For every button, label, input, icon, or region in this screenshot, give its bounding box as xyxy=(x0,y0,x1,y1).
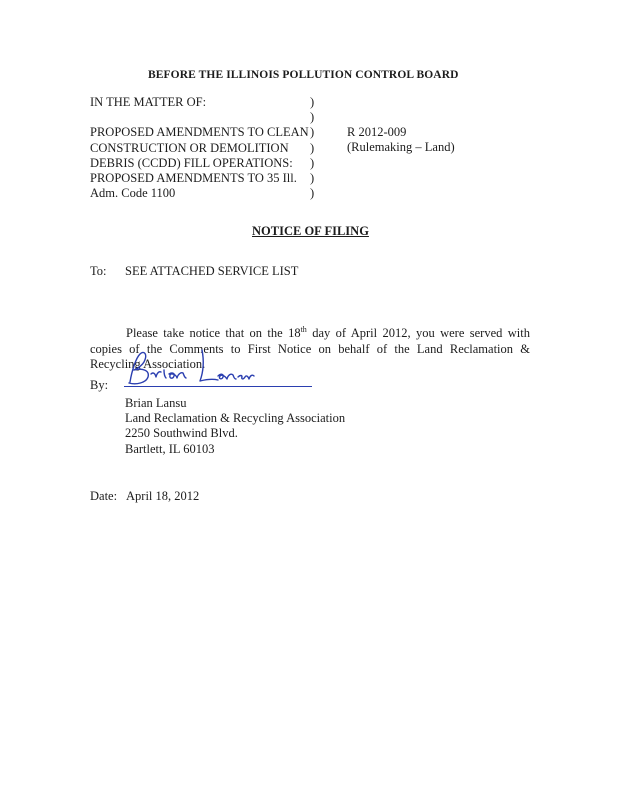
docket-number: R 2012-009 xyxy=(347,125,407,139)
caption-paren: ) xyxy=(310,171,315,186)
notice-title: NOTICE OF FILING xyxy=(252,224,369,238)
caption-paren: ) xyxy=(310,155,315,170)
date-label: Date: xyxy=(90,489,118,503)
board-heading: BEFORE THE ILLINOIS POLLUTION CONTROL BOARD xyxy=(148,69,459,81)
by-label: By: xyxy=(90,378,109,392)
caption-line: Adm. Code 1100 xyxy=(90,186,176,201)
signer-organization: Land Reclamation & Recycling Association xyxy=(125,411,346,426)
to-value: SEE ATTACHED SERVICE LIST xyxy=(125,264,299,278)
signer-name: Brian Lansu xyxy=(125,396,187,410)
caption-line: DEBRIS (CCDD) FILL OPERATIONS: xyxy=(90,155,293,170)
handwritten-signature xyxy=(120,346,270,390)
paragraph-text-start: Please take notice that on the 18 xyxy=(126,326,301,341)
caption-line: CONSTRUCTION OR DEMOLITION xyxy=(90,140,289,155)
docket-type: (Rulemaking – Land) xyxy=(347,140,455,155)
caption-line xyxy=(90,110,309,125)
case-caption xyxy=(90,95,309,201)
to-label: To: xyxy=(90,264,107,278)
caption-paren: ) xyxy=(310,186,315,201)
signer-city: Bartlett, IL 60103 xyxy=(125,441,215,456)
caption-parens xyxy=(310,95,314,201)
signer-street: 2250 Southwind Blvd. xyxy=(125,426,238,441)
signer-block xyxy=(125,396,345,457)
caption-paren: ) xyxy=(310,95,315,109)
caption-line: IN THE MATTER OF: xyxy=(90,95,207,109)
caption-line: PROPOSED AMENDMENTS TO 35 Ill. xyxy=(90,171,297,186)
caption-paren: ) xyxy=(310,140,315,155)
caption-line: PROPOSED AMENDMENTS TO CLEAN xyxy=(90,125,309,140)
date-value: April 18, 2012 xyxy=(126,489,200,503)
docket-block xyxy=(347,125,455,155)
ordinal-suffix: th xyxy=(300,325,307,334)
caption-paren: ) xyxy=(310,125,315,140)
caption-paren: ) xyxy=(310,110,315,125)
signature-line xyxy=(124,386,312,387)
paragraph-text-end: day of April 2012, you were served with copies of the Comments to First Notice on behalf of the Land Reclamation & Recycling Association. xyxy=(90,326,530,372)
